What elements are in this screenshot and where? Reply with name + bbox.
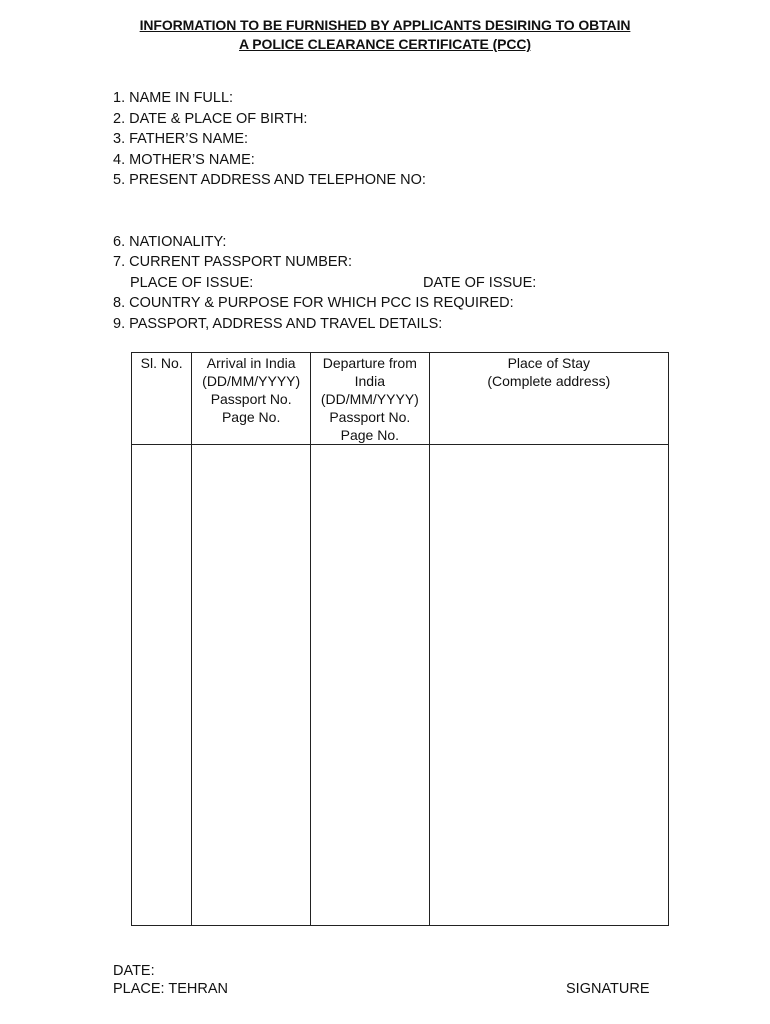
header-departure-line: (DD/MM/YYYY) bbox=[320, 391, 419, 407]
table-entry-row bbox=[132, 445, 669, 926]
footer-date-place bbox=[113, 962, 228, 998]
footer-place: PLACE: TEHRAN bbox=[113, 981, 228, 997]
cell-place-of-stay[interactable] bbox=[429, 445, 668, 926]
header-arrival-line: Arrival in India bbox=[206, 355, 296, 371]
header-arrival-line: Passport No. bbox=[210, 391, 292, 407]
footer-date: DATE: bbox=[113, 963, 155, 979]
cell-arrival[interactable] bbox=[192, 445, 311, 926]
passport-issue-row bbox=[113, 273, 537, 294]
header-departure-line: India bbox=[354, 373, 385, 389]
field-name-in-full: 1. NAME IN FULL: bbox=[113, 90, 234, 106]
header-departure-line: Page No. bbox=[340, 427, 399, 443]
field-place-of-issue: PLACE OF ISSUE: bbox=[130, 274, 254, 291]
header-departure-line: Passport No. bbox=[329, 409, 411, 425]
header-arrival bbox=[192, 353, 311, 445]
address-blank-space bbox=[113, 191, 514, 232]
field-nationality: 6. NATIONALITY: bbox=[113, 233, 227, 250]
form-title-line-1: INFORMATION TO BE FURNISHED BY APPLICANTS DESIRING TO OBTAIN bbox=[139, 17, 631, 33]
header-arrival-line: (DD/MM/YYYY) bbox=[202, 373, 301, 389]
field-fathers-name: 3. FATHER’S NAME: bbox=[113, 131, 249, 147]
travel-details-table bbox=[131, 352, 669, 926]
field-present-address: 5. PRESENT ADDRESS AND TELEPHONE NO: bbox=[113, 172, 426, 188]
applicant-fields bbox=[113, 88, 537, 334]
signature-label: SIGNATURE bbox=[566, 981, 650, 997]
header-sl-no-text: Sl. No. bbox=[140, 355, 183, 371]
cell-departure[interactable] bbox=[310, 445, 429, 926]
header-place-of-stay bbox=[429, 353, 668, 445]
cell-sl-no[interactable] bbox=[132, 445, 192, 926]
field-mothers-name: 4. MOTHER’S NAME: bbox=[113, 151, 255, 168]
header-departure-line: Departure from bbox=[322, 355, 417, 371]
header-sl-no bbox=[132, 353, 192, 445]
field-travel-details: 9. PASSPORT, ADDRESS AND TRAVEL DETAILS: bbox=[113, 315, 443, 332]
header-departure bbox=[310, 353, 429, 445]
form-title bbox=[0, 16, 770, 54]
form-title-line-2: A POLICE CLEARANCE CERTIFICATE (PCC) bbox=[239, 36, 531, 52]
header-arrival-line: Page No. bbox=[221, 409, 281, 425]
field-date-place-of-birth: 2. DATE & PLACE OF BIRTH: bbox=[113, 110, 308, 127]
header-stay-line: (Complete address) bbox=[487, 373, 611, 389]
header-stay-line: Place of Stay bbox=[507, 355, 591, 371]
field-current-passport-number: 7. CURRENT PASSPORT NUMBER: bbox=[113, 254, 353, 270]
field-country-purpose: 8. COUNTRY & PURPOSE FOR WHICH PCC IS REQUIRED: bbox=[113, 295, 514, 311]
table-header-row bbox=[132, 353, 669, 445]
field-date-of-issue: DATE OF ISSUE: bbox=[423, 274, 537, 291]
